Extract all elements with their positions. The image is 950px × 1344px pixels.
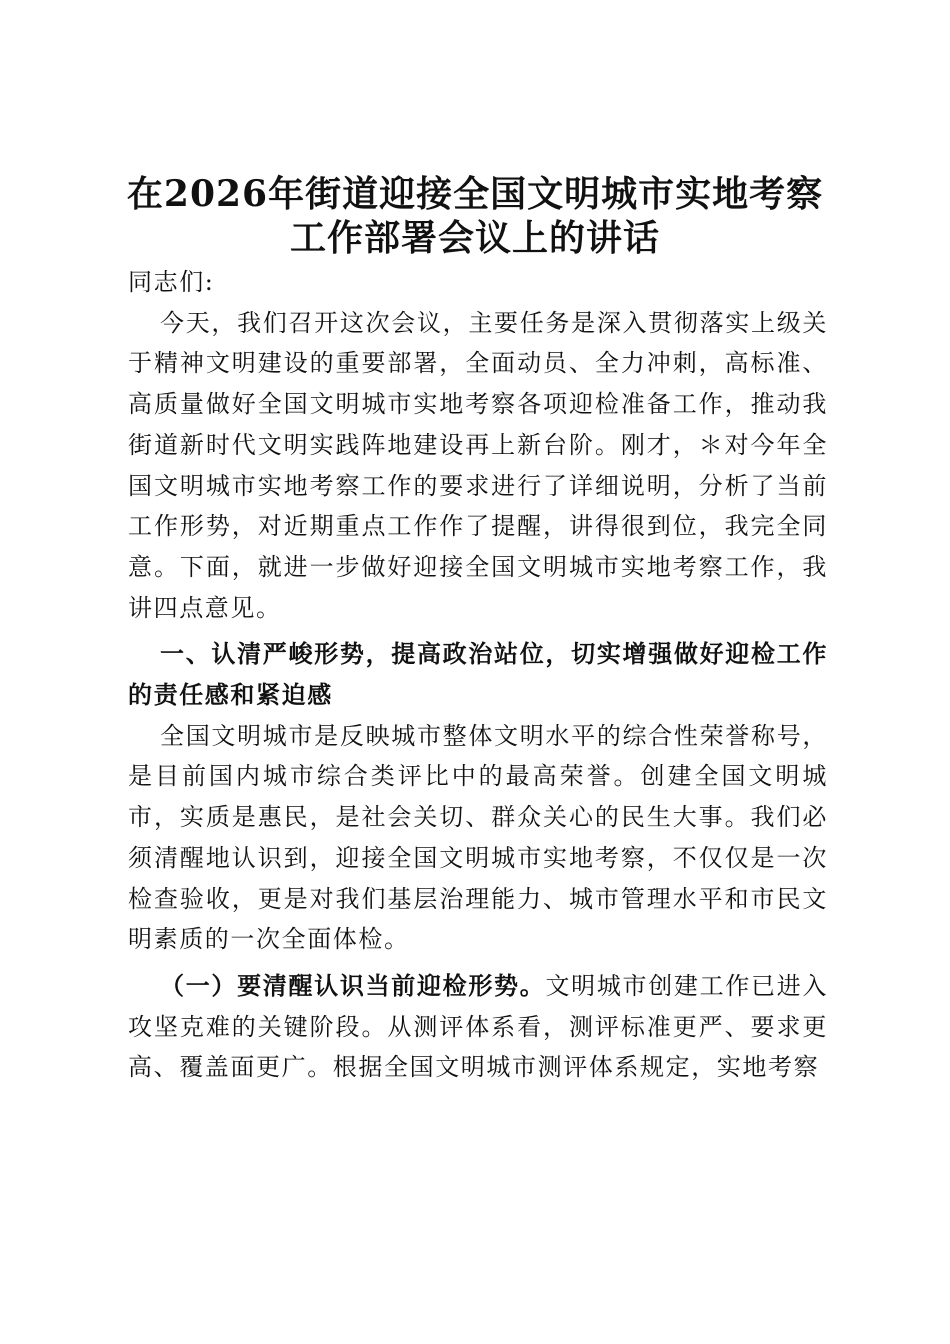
subsection-1-text: 文明城市创建工作已进入攻坚克难的关键阶段。从测评体系看，测评标准更严、要求更高、覆盖面更广。根据全国文明城市测评体系规定，实地考察 [128,971,828,1082]
intro-paragraph: 今天，我们召开这次会议，主要任务是深入贯彻落实上级关于精神文明建设的重要部署，全面动员、全力冲刺，高标准、高质量做好全国文明城市实地考察各项迎检准备工作，推动我街道新时代文明实践阵地建设再上新台阶。刚才，＊对今年全国文明城市实地考察工作的要求进行了详细说明，分析了当前工作形势，对近期重点工作作了提醒，讲得很到位，我完全同意。下面，就进一步做好迎接全国文明城市实地考察工作，我讲四点意见。 [128,308,828,622]
subsection-1-paragraph [128,966,828,1088]
section-1-paragraph: 全国文明城市是反映城市整体文明水平的综合性荣誉称号，是目前国内城市综合类评比中的最高荣誉。创建全国文明城市，实质是惠民，是社会关切、群众关心的民生大事。我们必须清醒地认识到，迎接全国文明城市实地考察，不仅仅是一次检查验收，更是对我们基层治理能力、城市管理水平和市民文明素质的一次全面体检。 [128,721,828,954]
document-title-line-2: 工作部署会议上的讲话 [289,217,660,259]
subsection-1-lead: （一）要清醒认识当前迎检形势。 [160,971,546,1000]
section-heading-1: 一、认清严峻形势，提高政治站位，切实增强做好迎检工作的责任感和紧迫感 [128,640,828,710]
document-body [128,262,828,1088]
salutation: 同志们: [128,268,215,296]
document-title-line-1: 在2026年街道迎接全国文明城市实地考察 [126,173,824,215]
